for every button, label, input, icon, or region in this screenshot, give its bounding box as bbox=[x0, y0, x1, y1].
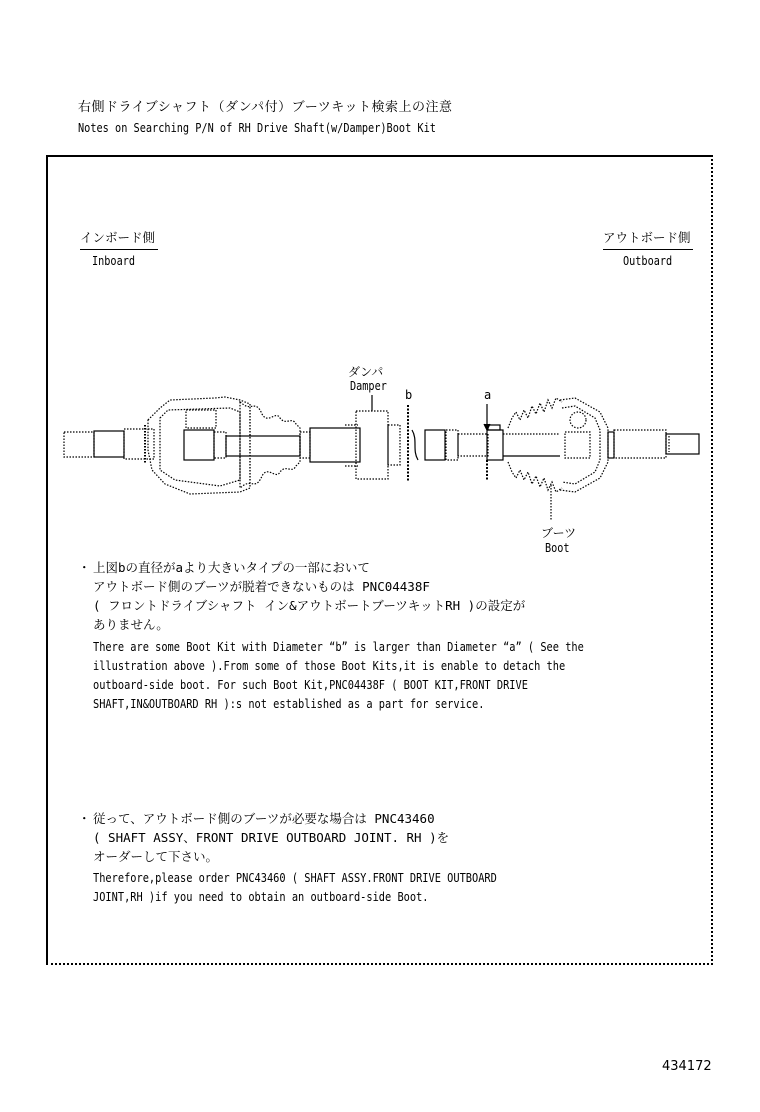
boot-label-en: Boot bbox=[545, 541, 570, 555]
outboard-cv-joint bbox=[560, 398, 608, 492]
damper bbox=[345, 395, 400, 479]
note-2-jp-line: ( SHAFT ASSY、FRONT DRIVE OUTBOARD JOINT. RH )を bbox=[93, 830, 450, 845]
outboard-shaft bbox=[487, 425, 560, 460]
note-1-jp-line: アウトボード側のブーツが脱着できないものは PNC04438F bbox=[93, 579, 430, 594]
center-shaft bbox=[226, 428, 360, 462]
note-1-jp bbox=[93, 558, 525, 634]
diameter-b-label: b bbox=[405, 388, 413, 402]
note-2-en bbox=[93, 869, 497, 907]
page-title-en: Notes on Searching P/N of RH Drive Shaft(w/Damper)Boot Kit bbox=[78, 120, 436, 135]
damper-label-en: Damper bbox=[350, 379, 387, 393]
mid-shaft bbox=[412, 430, 488, 460]
note-2-en-line: Therefore,please order PNC43460 ( SHAFT ASSY.FRONT DRIVE OUTBOARD bbox=[93, 871, 497, 885]
note-2-bullet: ・ bbox=[78, 811, 91, 826]
note-1-en-line: outboard-side boot. For such Boot Kit,PNC04438F ( BOOT KIT,FRONT DRIVE bbox=[93, 678, 528, 692]
note-2-jp-line: 従って、アウトボード側のブーツが必要な場合は PNC43460 bbox=[93, 811, 435, 826]
inboard-label-jp: インボード側 bbox=[80, 230, 156, 245]
outboard-boot bbox=[508, 398, 562, 492]
note-1-jp-line: ( フロントドライブシャフト イン&アウトボートブーツキットRH )の設定が bbox=[93, 598, 526, 613]
note-2-jp-line: オーダーして下さい。 bbox=[93, 849, 219, 864]
note-1-jp-line: 上図bの直径がaより大きいタイプの一部において bbox=[93, 560, 370, 575]
note-1-en-line: SHAFT,IN&OUTBOARD RH ):s not established as a part for service. bbox=[93, 697, 485, 711]
page-number: 434172 bbox=[662, 1059, 712, 1074]
outboard-stub bbox=[608, 430, 699, 458]
note-1-bullet: ・ bbox=[78, 560, 91, 575]
note-1-en-line: There are some Boot Kit with Diameter “b” is larger than Diameter “a” ( See the bbox=[93, 640, 584, 654]
diameter-a-label: a bbox=[484, 388, 492, 402]
inboard-stub-shaft bbox=[64, 425, 154, 463]
inboard-label-en: Inboard bbox=[92, 254, 135, 268]
note-2-en-line: JOINT,RH )if you need to obtain an outboard-side Boot. bbox=[93, 890, 429, 904]
page-title-jp: 右側ドライブシャフト（ダンパ付）ブーツキット検索上の注意 bbox=[78, 100, 453, 115]
damper-label-jp: ダンパ bbox=[348, 365, 384, 379]
outboard-label-en: Outboard bbox=[623, 254, 673, 268]
note-1-jp-line: ありません。 bbox=[93, 617, 169, 632]
note-1-en bbox=[93, 638, 584, 714]
inboard-boot bbox=[240, 402, 300, 488]
inboard-joint-housing bbox=[148, 397, 250, 494]
note-1-en-line: illustration above ).From some of those Boot Kits,it is enable to detach the bbox=[93, 659, 566, 673]
boot-label-jp: ブーツ bbox=[541, 526, 577, 540]
note-2-jp bbox=[93, 809, 449, 866]
outboard-label-jp: アウトボード側 bbox=[603, 230, 691, 245]
